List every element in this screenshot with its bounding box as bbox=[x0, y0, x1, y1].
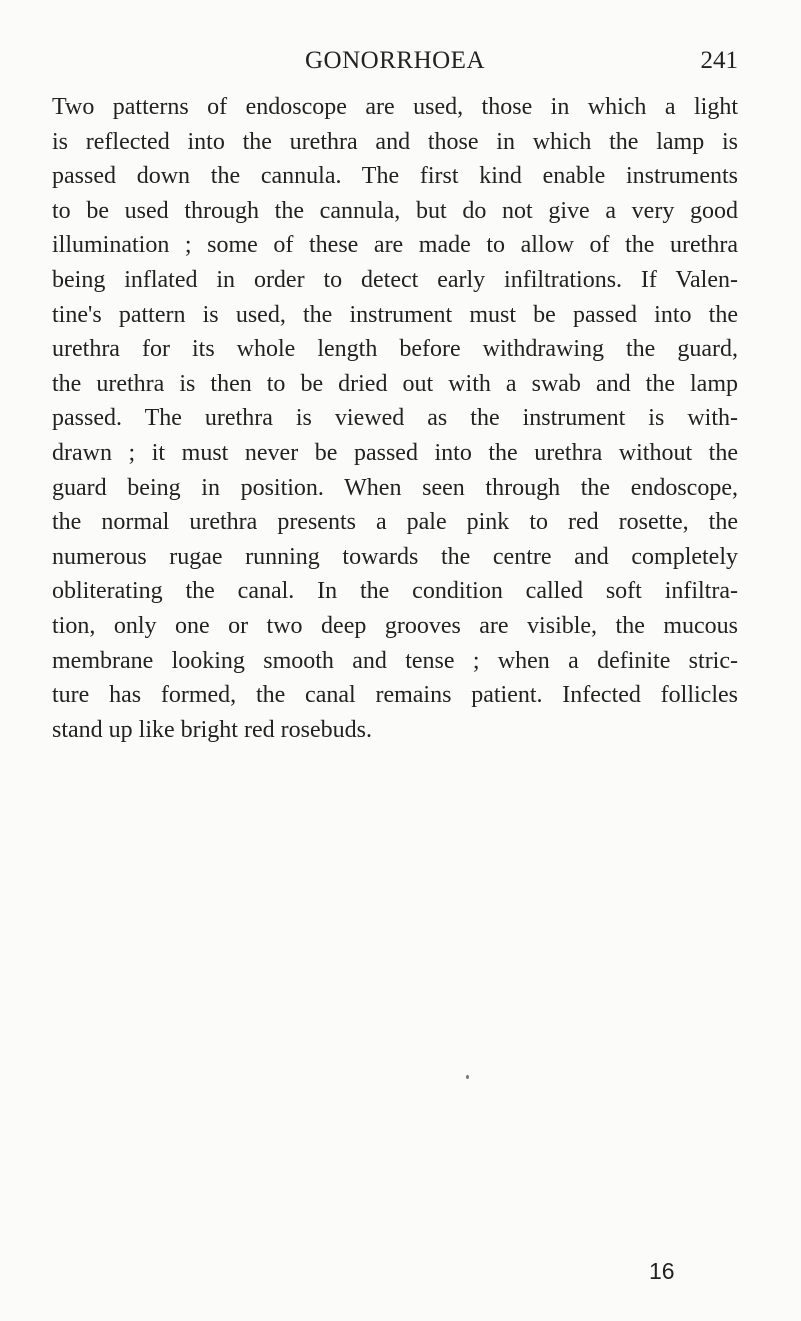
running-title: GONORRHOEA bbox=[305, 47, 485, 74]
running-head bbox=[52, 44, 738, 78]
text-line: illumination ; some of these are made to allow of the urethra bbox=[52, 232, 738, 259]
page-number: 241 bbox=[700, 47, 738, 74]
paper-speck bbox=[466, 1075, 469, 1079]
text-line: to be used through the cannula, but do not give a very good bbox=[52, 197, 738, 224]
text-line: Two patterns of endoscope are used, those in which a light bbox=[52, 94, 738, 120]
text-line: passed. The urethra is viewed as the instrument is with- bbox=[52, 405, 738, 432]
text-line: stand up like bright red rosebuds. bbox=[52, 716, 372, 743]
text-line: ture has formed, the canal remains patient. Infected follicles bbox=[52, 682, 738, 709]
text-line: urethra for its whole length before withdrawing the guard, bbox=[52, 336, 738, 363]
text-line: drawn ; it must never be passed into the urethra without the bbox=[52, 439, 738, 466]
text-line: the urethra is then to be dried out with a swab and the lamp bbox=[52, 370, 738, 397]
text-line: tine's pattern is used, the instrument must be passed into the bbox=[52, 301, 738, 328]
text-line: numerous rugae running towards the centre and completely bbox=[52, 543, 738, 570]
text-line: obliterating the canal. In the condition called soft infiltra- bbox=[52, 578, 738, 605]
text-line: tion, only one or two deep grooves are visible, the mucous bbox=[52, 612, 738, 639]
text-line: passed down the cannula. The first kind enable instruments bbox=[52, 163, 738, 190]
text-line: being inflated in order to detect early infiltrations. If Valen- bbox=[52, 266, 738, 293]
signature-mark: 16 bbox=[649, 1258, 675, 1284]
text-line: the normal urethra presents a pale pink to red rosette, the bbox=[52, 509, 738, 536]
text-line: guard being in position. When seen through the endoscope, bbox=[52, 474, 738, 501]
text-line: membrane looking smooth and tense ; when a definite stric- bbox=[52, 647, 738, 674]
body-paragraph bbox=[52, 90, 738, 747]
text-line: is reflected into the urethra and those in which the lamp is bbox=[52, 128, 738, 155]
